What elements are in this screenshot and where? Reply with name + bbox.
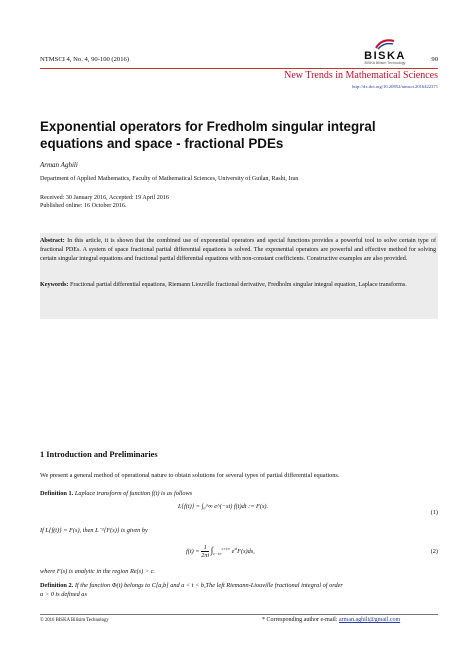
page-number: 90 (431, 56, 438, 63)
title-line-1: Exponential operators for Fredholm singular integral (40, 119, 376, 134)
footer-corresponding (262, 617, 400, 623)
eq2-lhs: f(t) = (186, 547, 200, 555)
abstract (40, 237, 436, 264)
equation-2: f(t) = $\frac{1}{2\pi i}$ $\int_{c-i\infty}^{c+i\infty}$ $e^{st}F(s)ds$, (186, 544, 255, 559)
section-heading: 1 Introduction and Preliminaries (40, 450, 158, 459)
eq2-number: (2) (430, 548, 438, 555)
equation-1: L{f(t)} = ∫₀^∞ e^(−st) f(t)dt := F(s). (178, 503, 269, 510)
dates (40, 194, 169, 210)
def2-label: Definition 2. (40, 582, 74, 589)
paper-title (40, 118, 420, 152)
published-date: Published online: 16 October 2016. (40, 203, 127, 209)
footer-rule (40, 614, 438, 615)
author-name: Arman Aghili (40, 161, 78, 169)
eq1-number: (1) (430, 509, 438, 516)
def1-continuation: If L{f(t)} = F(s), then L⁻¹{F(s)} is given by (40, 527, 148, 534)
def1-label: Definition 1. (40, 490, 74, 497)
def2-text-2: α > 0 is defined as (40, 591, 87, 598)
definition-1 (40, 489, 438, 498)
email-link[interactable]: arman.aghili@gmail.com (338, 617, 401, 623)
definition-2 (40, 581, 438, 599)
footer-copyright: © 2016 BISKA Bilisim Technology (40, 618, 109, 623)
keywords-text: Fractional partial differential equations, Riemann Liouville fractional derivative, Fredholm singular integral equation, Laplace transforms. (69, 282, 407, 288)
affiliation: Department of Applied Mathematics, Faculty of Mathematical Sciences, University of Guilan, Rasht, Iran (40, 176, 299, 182)
running-head: NTMSCI 4, No. 4, 90-100 (2016) (40, 56, 130, 63)
logo-swoosh-icon (374, 38, 396, 50)
abstract-text: In this article, it is shown that the combined use of exponential operators and special functions provides a powerful tool to solve certain type of fractional PDEs. A system of space fractional partial differential equations is solved. The exponential operators are powerful and effective method for solving certain singular integral equations and fractional partial differential equations with non-constant coefficients. Constructive examples are also provided. (40, 238, 436, 262)
logo-subtitle: BISKA Bilisim Technology (364, 61, 406, 65)
received-accepted: Received: 30 January 2016, Accepted: 19 April 2016 (40, 195, 169, 201)
keywords-label: Keywords: (40, 282, 69, 288)
keywords (40, 281, 436, 290)
doi-link[interactable]: http://dx.doi.org/10.20852/ntmsci.2016422371 (352, 84, 438, 89)
corresponding-label: * Corresponding author e-mail: (262, 617, 338, 623)
def2-text-1: If the function Φ(t) belongs to C[a,b] and a < t < b,The left Riemann-Liouville fractional integral of order (74, 582, 343, 589)
biska-logo (352, 38, 418, 66)
integral-symbol: ∫ (210, 544, 214, 555)
eq2-fraction: $\frac{1}{2\pi i}$ (201, 544, 210, 559)
abstract-box (40, 233, 438, 319)
def1-note: where F(s) is analytic in the region Re(s) > c. (40, 568, 155, 575)
intro-paragraph: We present a general method of operational nature to obtain solutions for several types of partial differential equations. (40, 472, 340, 479)
header-rule (40, 68, 438, 69)
abstract-label: Abstract: (40, 238, 65, 244)
def1-text: Laplace transform of function f(t) is as follows (74, 490, 193, 497)
title-line-2: equations and space - fractional PDEs (40, 136, 284, 151)
logo-text: BISKA (364, 50, 406, 62)
journal-name: New Trends in Mathematical Sciences (284, 70, 438, 81)
